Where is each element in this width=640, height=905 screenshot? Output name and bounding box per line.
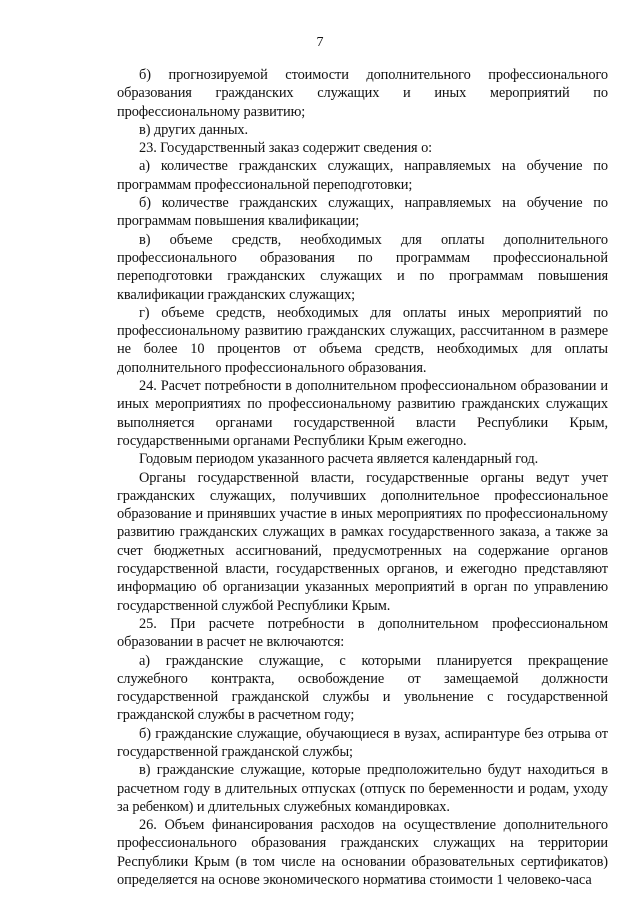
paragraph: в) объеме средств, необходимых для оплаты дополнительного профессионального образования по программам профессиональной переподготовки гражданских служащих и по программам повышения квалификации гражданских служащих;	[117, 231, 608, 303]
paragraph: в) других данных.	[139, 121, 248, 138]
paragraph: 25. При расчете потребности в дополнительном профессиональном образовании в расчет не включаются:	[117, 615, 608, 651]
paragraph: Органы государственной власти, государственные органы ведут учет гражданских служащих, получивших дополнительное профессиональное образование и принявших участие в иных мероприятиях по профессиональному развитию гражданских служащих в рамках государственного заказа, а также за счет бюджетных ассигнований, предусмотренных на содержание органов государственной власти, государственных органов, и ежегодно представляют информацию об организации указанных мероприятий в орган по управлению государственной службой Республики Крым.	[117, 469, 608, 614]
paragraph: б) гражданские служащие, обучающиеся в вузах, аспирантуре без отрыва от государственной гражданской службы;	[117, 725, 608, 760]
paragraph: г) объеме средств, необходимых для оплаты иных мероприятий по профессиональному развитию гражданских служащих, рассчитанном в размере не более 10 процентов от объема средств, необходимых для оплаты дополнительного профессионального образования.	[117, 304, 608, 376]
document-body	[117, 66, 608, 889]
paragraph: а) гражданские служащие, с которыми планируется прекращение служебного контракта, освобождение от замещаемой должности государственной гражданской службы и увольнение с государственной гражданской службы в расчетном году;	[117, 652, 608, 724]
paragraph: а) количестве гражданских служащих, направляемых на обучение по программам профессиональной переподготовки;	[117, 158, 608, 193]
paragraph: б) количестве гражданских служащих, направляемых на обучение по программам повышения квалификации;	[117, 195, 608, 230]
paragraph: 26. Объем финансирования расходов на осуществление дополнительного профессионального образования гражданских служащих на территории Республики Крым (в том числе на основании образовательных сертификатов) определяется на основе экономического норматива стоимости 1 человеко-часа	[117, 817, 608, 889]
paragraph: в) гражданские служащие, которые предположительно будут находиться в расчетном году в длительных отпусках (отпуск по беременности и родам, уходу за ребенком) и длительных служебных командировках.	[117, 762, 608, 815]
paragraph: б) прогнозируемой стоимости дополнительного профессионального образования гражданских служащих и иных мероприятий по профессиональному развитию;	[117, 67, 608, 120]
page-number: 7	[316, 35, 324, 50]
paragraph: 23. Государственный заказ содержит сведения о:	[139, 140, 433, 157]
paragraph: 24. Расчет потребности в дополнительном профессиональном образовании и иных мероприятиях по профессиональному развитию гражданских служащих выполняется органами государственной власти Республики Крым, государственными органами Республики Крым ежегодно.	[117, 378, 608, 449]
paragraph: Годовым периодом указанного расчета является календарный год.	[139, 451, 539, 468]
